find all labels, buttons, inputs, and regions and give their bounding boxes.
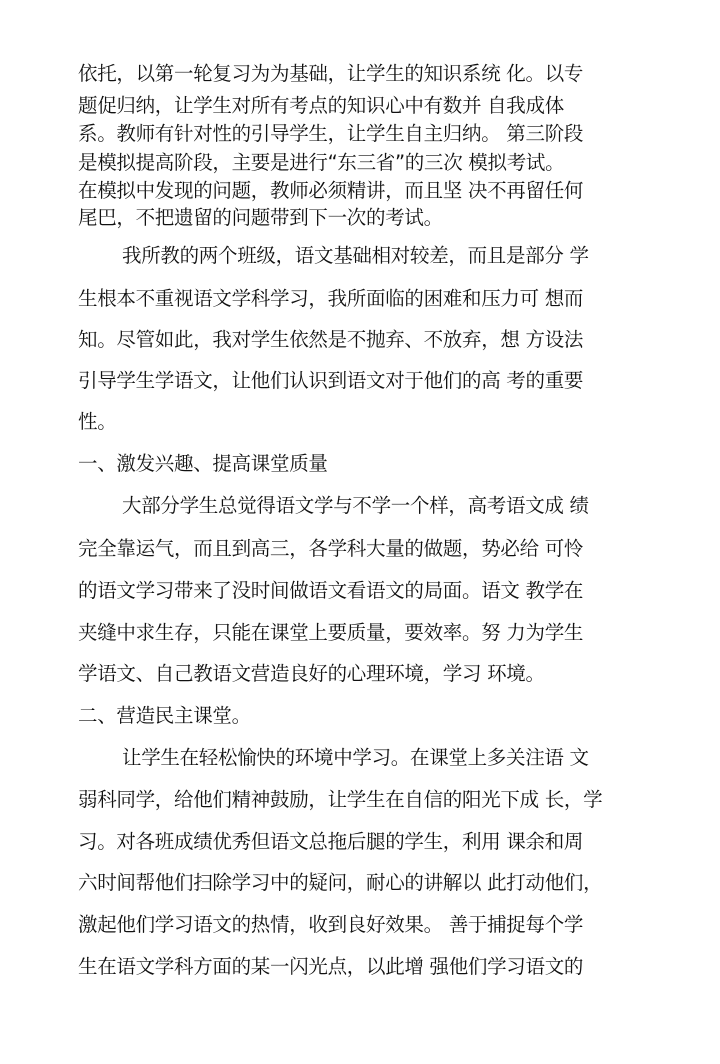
text-line: 六时间帮他们扫除学习中的疑问，耐心的讲解以 此打动他们， — [78, 871, 603, 894]
text-line: 激起他们学习语文的热情，收到良好效果。 善于捕捉每个学 — [78, 913, 584, 936]
text-line: 夹缝中求生存，只能在课堂上要质量，要效率。努 力为学生 — [78, 621, 584, 644]
paragraph-first-line: 大部分学生总觉得语文学与不学一个样，高考语文成 绩 — [122, 494, 589, 517]
text-line: 知。尽管如此，我对学生依然是不抛弃、不放弃，想 方设法 — [78, 328, 584, 351]
text-line: 引导学生学语文，让他们认识到语文对于他们的高 考的重要 — [78, 369, 584, 392]
text-line: 学语文、自己教语文营造良好的心理环境，学习 环境。 — [78, 662, 545, 685]
section-heading: 一、激发兴趣、提高课堂质量 — [78, 452, 328, 475]
text-line: 的语文学习带来了没时间做语文看语文的局面。语文 教学在 — [78, 579, 584, 602]
text-line: 依托，以第一轮复习为为基础，让学生的知识系统 化。以专 — [78, 62, 584, 85]
text-line: 是模拟提高阶段，主要是进行“东三省”的三次 模拟考试。 — [78, 151, 565, 174]
text-line: 在模拟中发现的问题，教师必须精讲，而且坚 决不再留任何 — [78, 179, 584, 202]
text-line: 生根本不重视语文学科学习，我所面临的困难和压力可 想而 — [78, 287, 584, 310]
text-line: 系。教师有针对性的引导学生，让学生自主归纳。 第三阶段 — [78, 122, 584, 145]
text-line: 弱科同学，给他们精神鼓励，让学生在自信的阳光下成 长，学 — [78, 788, 603, 811]
text-line: 性。 — [78, 410, 117, 433]
section-heading: 二、营造民主课堂。 — [78, 704, 251, 727]
paragraph-first-line: 让学生在轻松愉快的环境中学习。在课堂上多关注语 文 — [122, 746, 589, 769]
text-line: 生在语文学科方面的某一闪光点，以此增 强他们学习语文的 — [78, 955, 584, 978]
text-line: 题促归纳，让学生对所有考点的知识心中有数并 自我成体 — [78, 94, 564, 117]
paragraph-first-line: 我所教的两个班级，语文基础相对较差，而且是部分 学 — [122, 244, 589, 267]
text-line: 完全靠运气，而且到高三，各学科大量的做题，势必给 可怜 — [78, 537, 584, 560]
text-line: 尾巴，不把遗留的问题带到下一次的考试。 — [78, 206, 443, 229]
text-line: 习。对各班成绩优秀但语文总拖后腿的学生，利用 课余和周 — [78, 830, 584, 853]
